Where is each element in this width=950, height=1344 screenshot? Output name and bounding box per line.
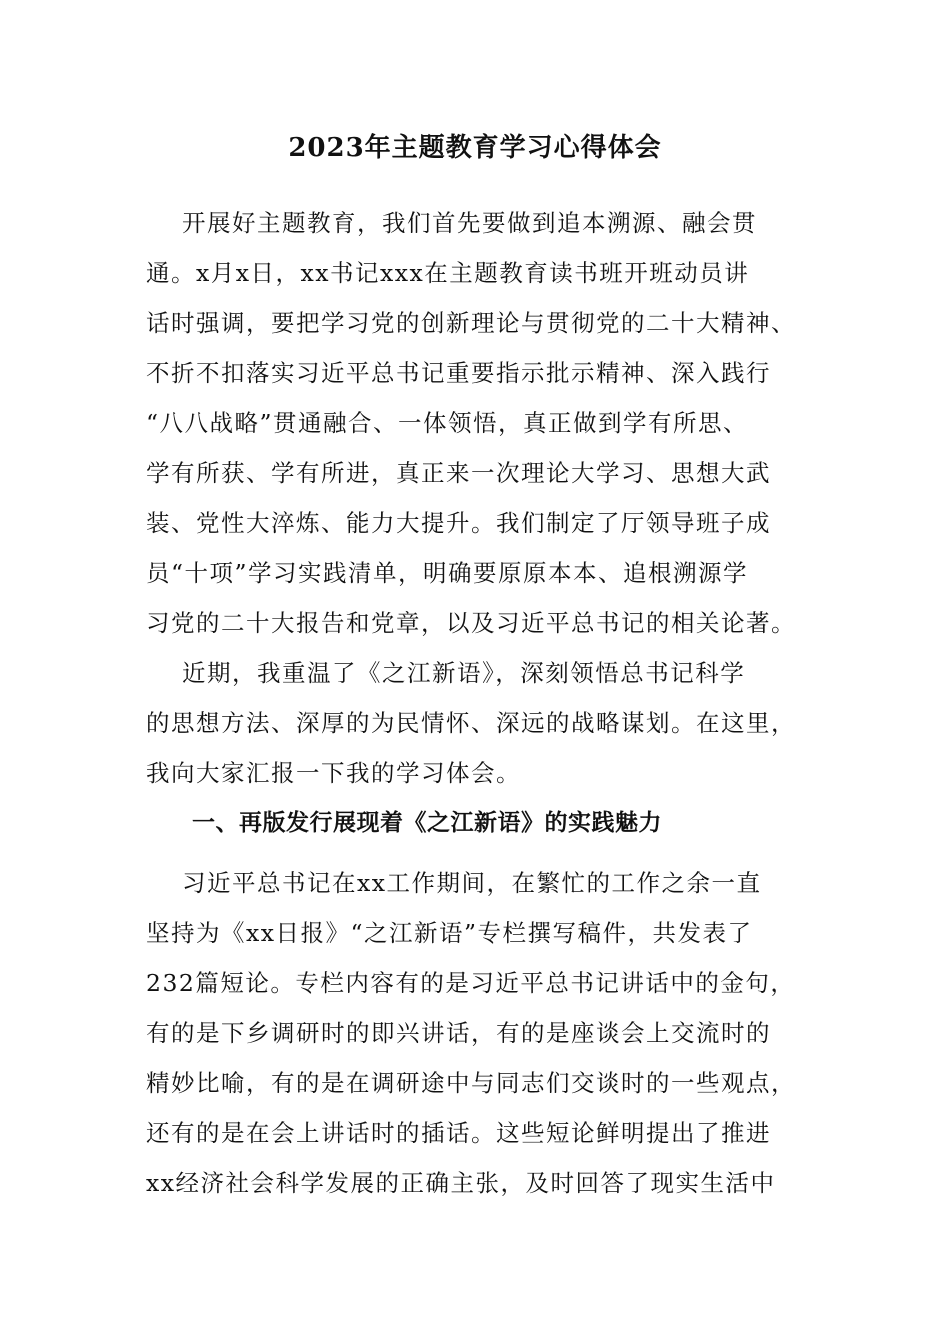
text-line: 学有所获、学有所进，真正来一次理论大学习、思想大武	[146, 459, 771, 487]
text-line: xx经济社会科学发展的正确主张，及时回答了现实生活中	[146, 1169, 776, 1197]
document-title: 2023年主题教育学习心得体会	[288, 133, 662, 163]
text-line: 还有的是在会上讲话时的插话。这些短论鲜明提出了推进	[146, 1119, 771, 1147]
text-line: 坚持为《xx日报》“之江新语”专栏撰写稿件，共发表了	[146, 919, 753, 947]
text-line: 装、党性大淬炼、能力大提升。我们制定了厅领导班子成	[146, 509, 771, 537]
text-line: 有的是下乡调研时的即兴讲话，有的是座谈会上交流时的	[146, 1019, 771, 1047]
text-line: 近期，我重温了《之江新语》，深刻领悟总书记科学	[182, 659, 746, 687]
text-line: 232篇短论。专栏内容有的是习近平总书记讲话中的金句，	[146, 969, 796, 997]
text-line: 员“十项”学习实践清单，明确要原原本本、追根溯源学	[146, 559, 749, 587]
text-line: 通。x月x日，xx书记xxx在主题教育读书班开班动员讲	[146, 259, 750, 287]
text-line: 我向大家汇报一下我的学习体会。	[146, 759, 521, 787]
text-line: 习党的二十大报告和党章，以及习近平总书记的相关论著。	[146, 609, 796, 637]
text-line: “八八战略”贯通融合、一体领悟，真正做到学有所思、	[146, 409, 749, 437]
text-line: 开展好主题教育，我们首先要做到追本溯源、融会贯	[182, 209, 757, 237]
text-line: 的思想方法、深厚的为民情怀、深远的战略谋划。在这里，	[146, 709, 796, 737]
text-line: 习近平总书记在xx工作期间，在繁忙的工作之余一直	[182, 869, 762, 897]
text-line: 精妙比喻，有的是在调研途中与同志们交谈时的一些观点，	[146, 1069, 796, 1097]
section-heading: 一、再版发行展现着《之江新语》的实践魅力	[192, 810, 662, 836]
text-line: 话时强调，要把学习党的创新理论与贯彻党的二十大精神、	[146, 309, 796, 337]
text-line: 不折不扣落实习近平总书记重要指示批示精神、深入践行	[146, 359, 771, 387]
